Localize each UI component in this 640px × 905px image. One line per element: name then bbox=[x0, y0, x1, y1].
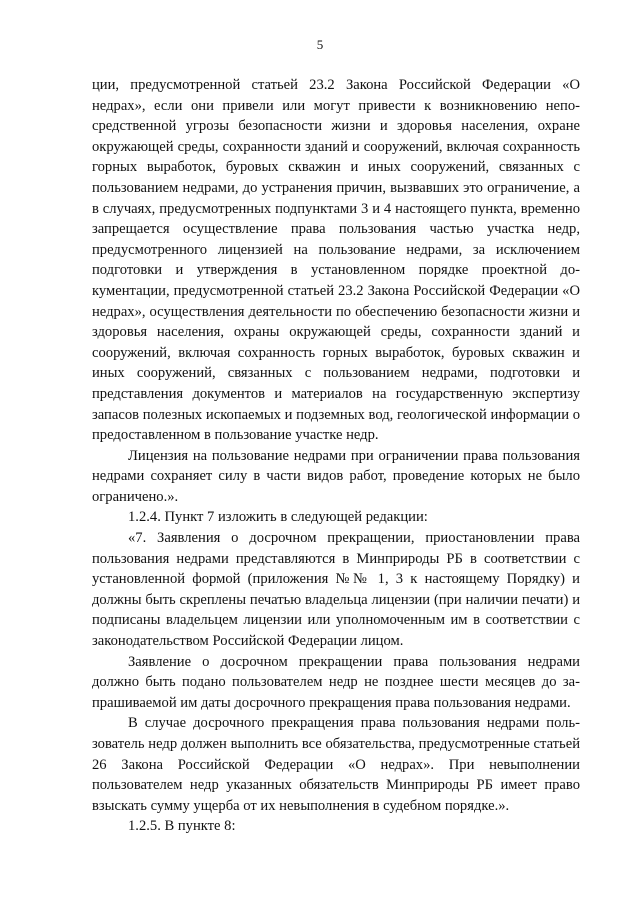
paragraph-early-termination-application: Заявление о досрочном прекращении права пользования недрами должно быть подано пользователем недр не позднее шести месяцев до запрашиваемой им даты досрочного прекращения права пользования недрами. bbox=[92, 653, 580, 711]
page-number: 5 bbox=[316, 37, 324, 52]
paragraph-continuation: ции, предусмотренной статьей 23.2 Закона Российской Федерации «О недрах», если они привели или могут привести к возникновению непосредственной угрозы безопасности жизни и здоровья населения, охране окружающей среды, сохранности зданий и сооружений, включая сохранность горных выработок, буровых скважин и иных сооружений, связанных с пользованием недрами, до устранения причин, вызвавших это ограничение, а в случаях, предусмотренных подпунктами 3 и 4 настоящего пункта, временно запрещается осуществление права пользования частью участка недр, предусмотренного лицензией на пользование недрами, за исключением подготовки и утверждения в установленном порядке проектной документации, предусмотренной статьей 23.2 Закона Российской Федерации «О недрах», осуществления деятельности по обеспечению безопасности жизни и здоровья населения, охраны окружающей среды, сохранности зданий и сооружений, включая сохранность горных выработок, буровых скважин и иных сооружений, связанных с пользованием недрами, подготовки и представления документов и материалов на государственную экспертизу запасов полезных ископаемых и подземных вод, геологической информации о предоставленном в пользование участке недр. bbox=[92, 77, 580, 444]
paragraph-license-validity: Лицензия на пользование недрами при ограничении права пользования недрами сохраняет силу в части видов работ, проведение которых не было ограничено.». bbox=[92, 447, 580, 505]
document-body bbox=[92, 75, 580, 837]
paragraph-point-7: «7. Заявления о досрочном прекращении, приостановлении права пользования недрами представляются в Минприроды РБ в соответствии с установленной формой (приложения №№ 1, 3 к настоящему Порядку) и должны быть скреплены печатью владельца лицензии (при наличии печати) и подписаны владельцем лицензии или уполномоченным им в соответствии с законодательством Российской Федерации лицом. bbox=[92, 530, 580, 650]
paragraph-item-1-2-4: 1.2.4. Пункт 7 изложить в следующей редакции: bbox=[128, 509, 428, 526]
paragraph-item-1-2-5: 1.2.5. В пункте 8: bbox=[128, 818, 236, 835]
paragraph-obligations: В случае досрочного прекращения права пользования недрами пользователь недр должен выполнить все обязательства, предусмотренные статьей 26 Закона Российской Федерации «О недрах». При невыполнении пользователем недр указанных обязательств Минприроды РБ имеет право взыскать сумму ущерба от их невыполнения в судебном порядке.». bbox=[92, 715, 580, 814]
